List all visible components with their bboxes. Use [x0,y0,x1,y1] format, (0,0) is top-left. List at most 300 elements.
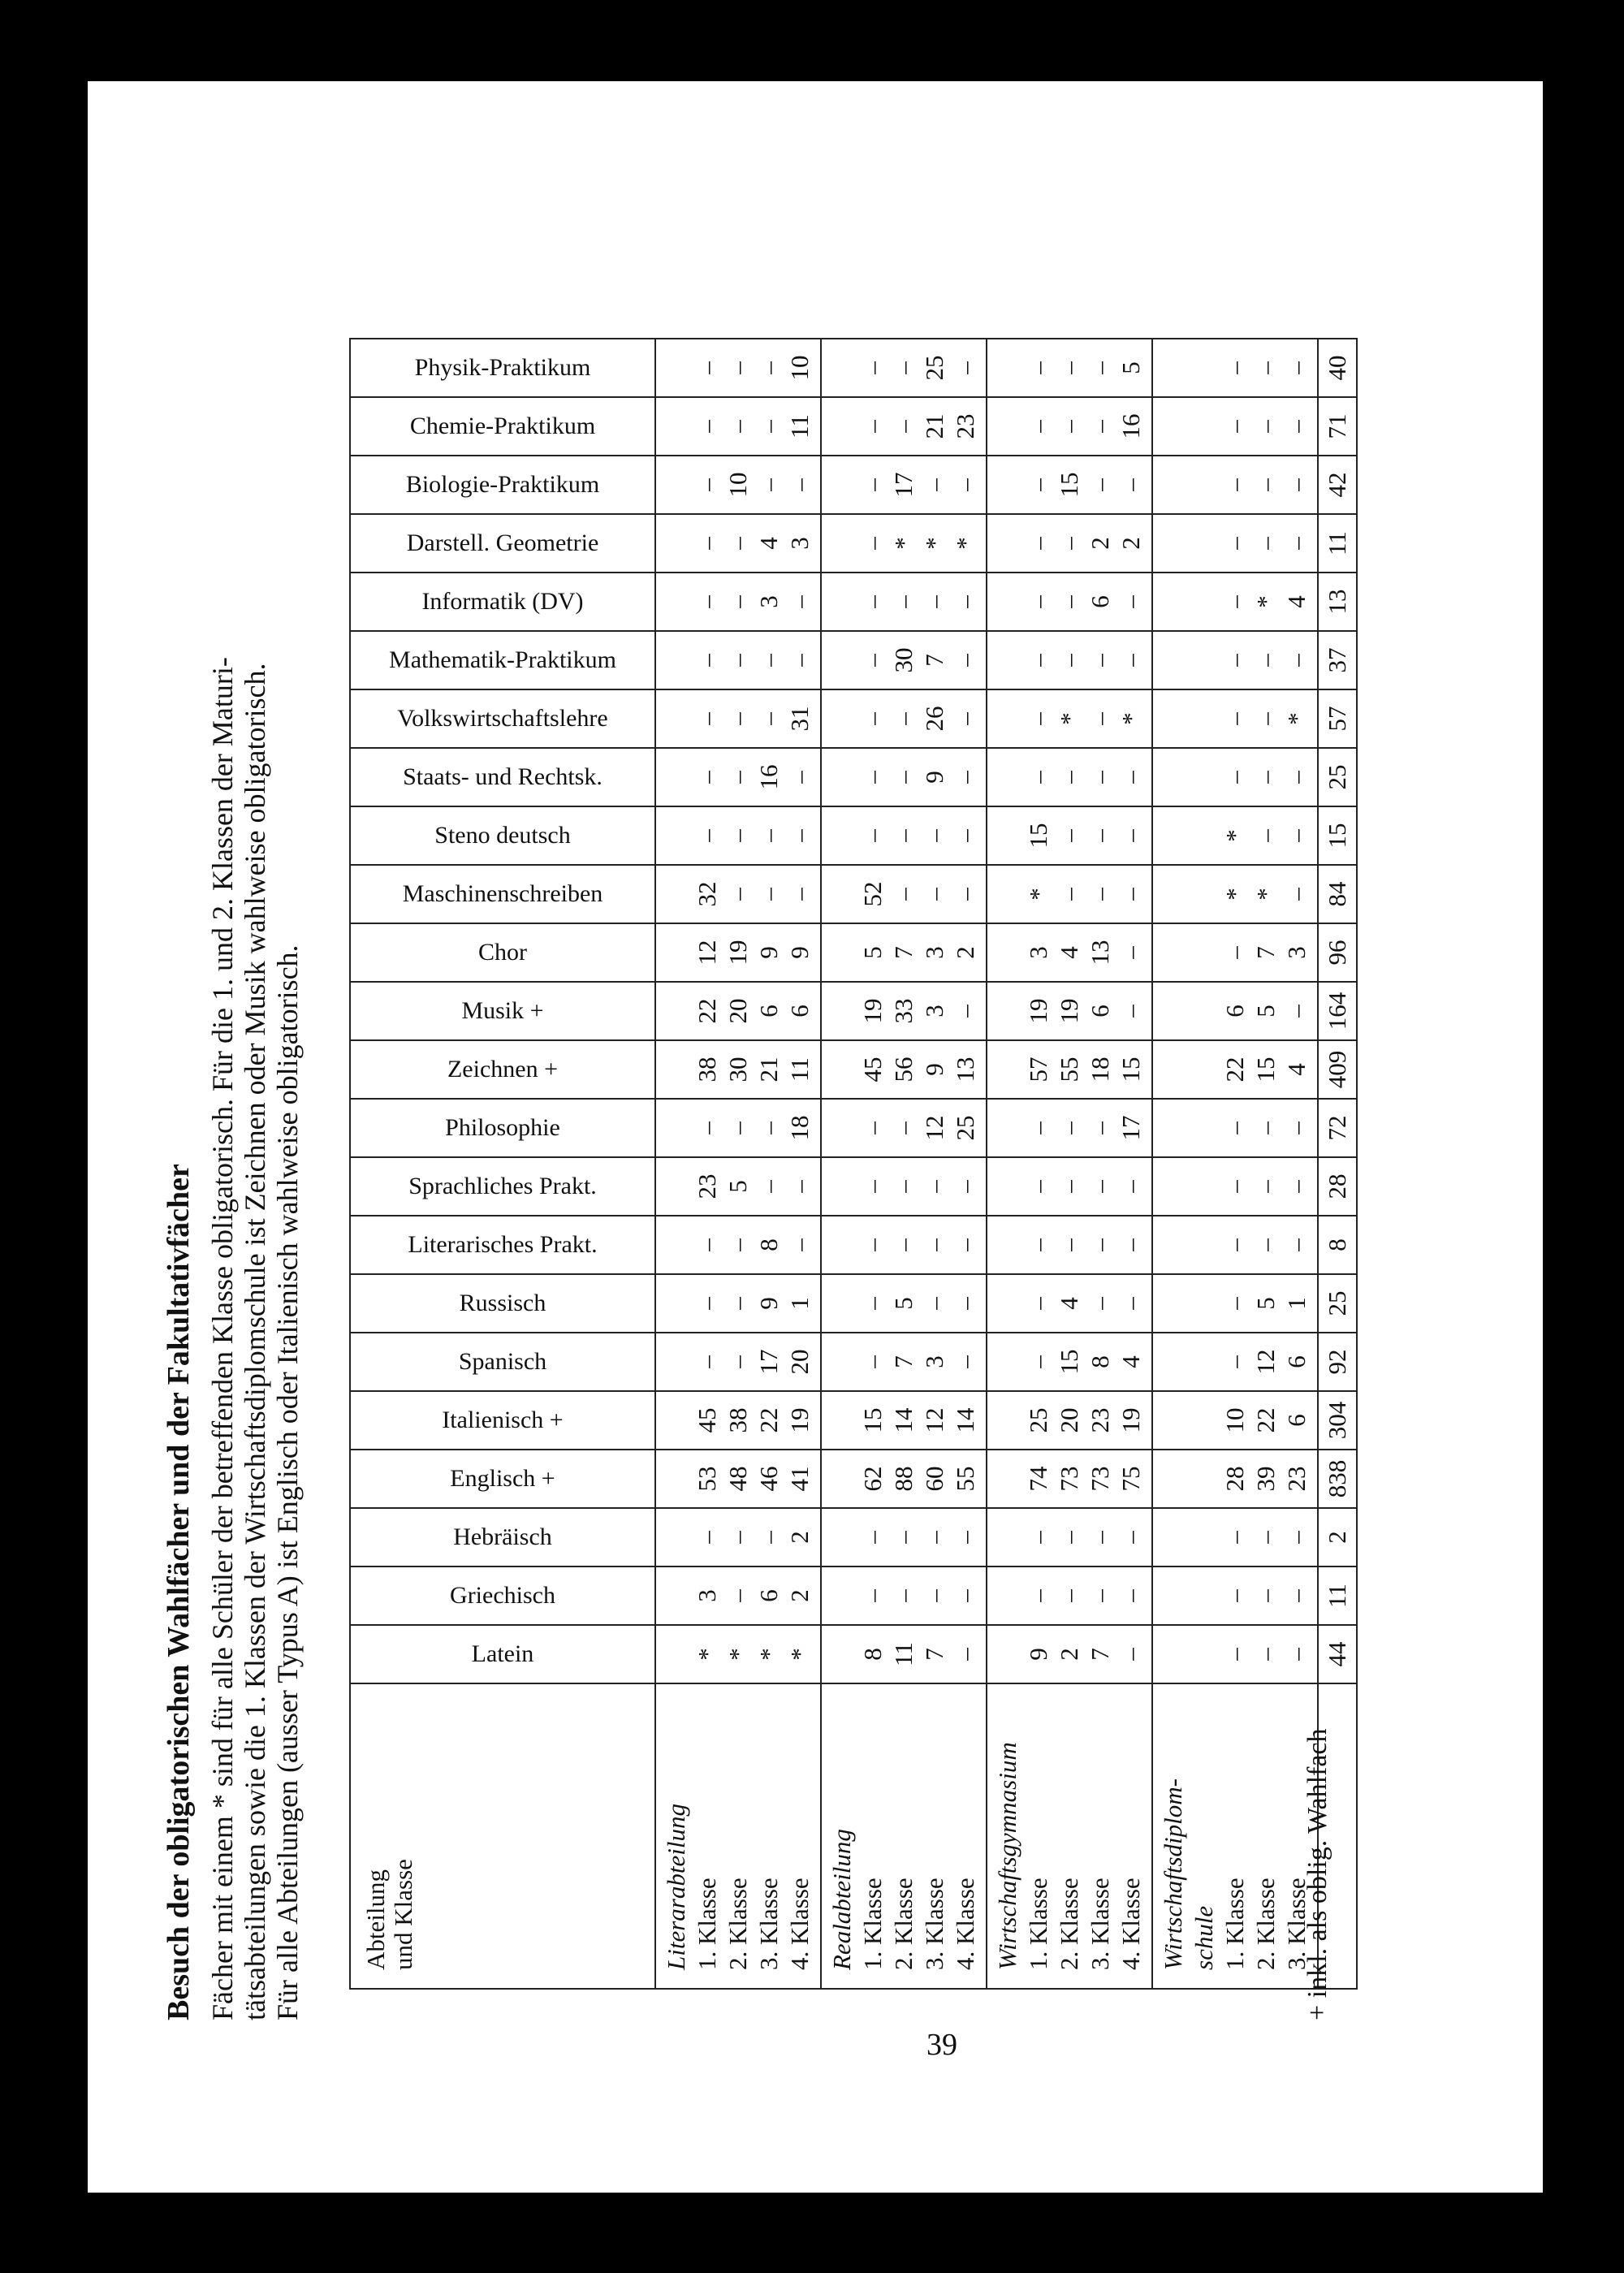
value: 8 [1086,1355,1114,1368]
spacer [1189,1509,1220,1566]
value-cell [821,1274,987,1333]
value: 2 [785,1589,814,1602]
spacer [1189,573,1220,630]
value: – [723,1238,752,1251]
spacer [1158,1100,1189,1156]
spacer [992,1392,1023,1449]
value-cell [655,982,821,1040]
value: – [1220,420,1249,433]
subject-header [350,806,655,865]
value: – [889,361,918,374]
value: 7 [1251,946,1280,959]
total-cell: 8 [1318,1216,1357,1274]
value: 17 [889,472,918,498]
value: – [951,829,979,842]
spacer [1189,1100,1220,1156]
value-cell [1152,923,1318,982]
value-cell [821,748,987,806]
value: 13 [951,1057,979,1082]
spacer [992,924,1023,981]
spacer [661,1567,692,1624]
value: 11 [889,1642,918,1666]
value: 73 [1086,1466,1114,1492]
spacer [1189,398,1220,455]
spacer [827,807,857,864]
total-cell: 13 [1318,573,1357,631]
value-cell [655,397,821,456]
subject-header-label: Russisch [459,1290,546,1316]
value: 26 [920,706,948,732]
group-name: Wirtschaftsgymnasium [993,1742,1021,1970]
value: – [754,1180,783,1193]
value: – [1220,1121,1249,1134]
class-label: 4. Klasse [785,1878,814,1970]
value: 9 [1024,1648,1052,1661]
intro-paragraph [206,193,304,2020]
subject-header-label: Englisch + [450,1465,555,1492]
value: 32 [693,881,721,907]
value: 7 [920,654,948,667]
group-label-cell [1152,1683,1318,1989]
value: – [1251,1589,1280,1602]
value: 22 [1251,1407,1280,1433]
spacer [827,749,857,806]
total-cell: 92 [1318,1333,1357,1391]
spacer [1189,1041,1220,1098]
spacer [827,1392,857,1449]
subject-header [350,1566,655,1625]
table-row [987,339,1152,1989]
spacer [661,1392,692,1449]
value: 5 [1116,361,1145,374]
value: – [723,1589,752,1602]
subject-header-label: Musik + [461,997,544,1024]
value: – [1086,1238,1114,1251]
value: – [1086,420,1114,433]
value: – [1251,420,1280,433]
value-cell [987,631,1152,689]
value: – [951,771,979,784]
value: 3 [920,1005,948,1018]
spacer [992,573,1023,630]
value: 21 [920,413,948,439]
value: – [920,1238,948,1251]
value-cell [1152,514,1318,573]
value: 10 [1220,1407,1249,1433]
value: – [1282,771,1311,784]
value-cell [821,339,987,397]
value: – [1251,361,1280,374]
value: – [1086,361,1114,374]
value-cell [821,1450,987,1508]
value: – [889,771,918,784]
value: – [1024,361,1052,374]
value: 9 [754,946,783,959]
value: – [951,1180,979,1193]
value: 14 [951,1407,979,1433]
subject-header [350,865,655,923]
value: – [1055,1121,1083,1134]
value: – [1086,771,1114,784]
value: * [1251,595,1280,608]
value: 23 [1282,1466,1311,1492]
value-cell [987,865,1152,923]
value: – [693,420,721,433]
total-cell: 838 [1318,1450,1357,1508]
value: 19 [858,998,887,1024]
value: * [1024,888,1052,901]
value-cell [1152,1391,1318,1450]
value: – [858,1180,887,1193]
total-cell: 11 [1318,514,1357,573]
spacer [827,1450,857,1507]
total-cell: 57 [1318,689,1357,748]
value: 6 [1220,1005,1249,1018]
value: – [1116,771,1145,784]
value: – [951,1297,979,1310]
value: – [1024,595,1052,608]
value: 8 [858,1648,887,1661]
spacer [1189,456,1220,513]
spacer [1158,1626,1189,1683]
table-row [1152,339,1318,1989]
spacer [661,690,692,747]
value-cell [1152,1333,1318,1391]
value: – [1282,420,1311,433]
subject-header-label: Mathematik-Praktikum [389,646,616,673]
value: – [1024,1297,1052,1310]
value-cell [987,806,1152,865]
value-cell [987,1391,1152,1450]
spacer [1189,1567,1220,1624]
value-cell [1152,1625,1318,1683]
value: 16 [754,764,783,790]
value: 3 [920,946,948,959]
spacer [1189,1626,1220,1683]
subject-header-label: Maschinenschreiben [402,880,603,907]
value-cell [655,339,821,397]
value-cell [1152,689,1318,748]
value: 2 [1116,537,1145,550]
spacer [1158,924,1189,981]
spacer [992,1041,1023,1098]
spacer [992,1275,1023,1332]
value: – [951,595,979,608]
subject-header [350,514,655,573]
value: * [1116,712,1145,725]
value-cell [821,806,987,865]
class-label: 3. Klasse [1282,1878,1311,1970]
value: 6 [1086,1005,1114,1018]
value: 8 [754,1238,783,1251]
value: 15 [1055,472,1083,498]
value: – [920,829,948,842]
value: 6 [1282,1355,1311,1368]
value: * [920,537,948,550]
value: 12 [1251,1349,1280,1375]
value-cell [821,865,987,923]
subject-header-label: Steno deutsch [434,822,571,849]
value: – [693,595,721,608]
spacer [1158,339,1189,396]
value-cell [987,748,1152,806]
value: 4 [1282,1063,1311,1076]
value: – [723,888,752,901]
spacer [1189,749,1220,806]
group-name: Wirtschaftsdiplom- [1159,1778,1187,1970]
value-cell [655,689,821,748]
spacer [1158,398,1189,455]
value: – [1116,1005,1145,1018]
value: 45 [693,1407,721,1433]
class-label: 1. Klasse [1220,1878,1249,1970]
value: 9 [754,1297,783,1310]
value: – [693,771,721,784]
value: – [1024,712,1052,725]
class-label: 3. Klasse [1086,1878,1114,1970]
value: 23 [693,1173,721,1199]
value: 6 [1282,1414,1311,1427]
value: 6 [754,1005,783,1018]
value-cell [821,1099,987,1157]
value: 15 [858,1407,887,1433]
spacer [1189,866,1220,923]
table-body [655,339,1357,1989]
value: – [1086,829,1114,842]
value-cell [987,573,1152,631]
elective-subjects-table [349,338,1358,1990]
spacer [661,866,692,923]
value: 12 [920,1407,948,1433]
value: * [889,537,918,550]
value: – [1116,1238,1145,1251]
subject-header-label: Chemie-Praktikum [409,413,596,439]
class-label: 1. Klasse [693,1878,721,1970]
spacer [661,573,692,630]
value: – [785,771,814,784]
spacer [661,1100,692,1156]
spacer [661,1509,692,1566]
value: – [951,361,979,374]
value: – [951,712,979,725]
value: 41 [785,1466,814,1492]
value-cell [1152,1450,1318,1508]
value: 7 [920,1648,948,1661]
corner-header-line: Abteilung [361,1869,390,1970]
spacer [827,690,857,747]
value: – [785,1238,814,1251]
subject-header [350,397,655,456]
spacer [827,1275,857,1332]
document-page [88,81,1543,2193]
value: – [858,420,887,433]
spacer [992,456,1023,513]
value: – [1055,1589,1083,1602]
subject-header-label: Volkswirtschaftslehre [397,705,608,732]
value: – [785,478,814,491]
value: * [951,537,979,550]
value: 22 [693,998,721,1024]
total-cell: 72 [1318,1099,1357,1157]
value: – [1220,478,1249,491]
value-cell [821,456,987,514]
value: – [754,888,783,901]
value: – [754,1531,783,1544]
value: – [1116,1531,1145,1544]
subject-header-label: Chor [478,939,527,966]
value: 12 [920,1115,948,1141]
value: 88 [889,1466,918,1492]
total-cell: 15 [1318,806,1357,865]
subject-header-label: Physik-Praktikum [414,354,591,381]
value-cell [987,982,1152,1040]
spacer [1158,1392,1189,1449]
value: – [1055,420,1083,433]
value-cell [821,1333,987,1391]
value-cell [1152,1157,1318,1216]
value: 19 [785,1407,814,1433]
subject-header [350,748,655,806]
spacer [1158,632,1189,689]
total-cell: 25 [1318,1274,1357,1333]
value-cell [1152,339,1318,397]
value: – [1055,1531,1083,1544]
value: – [693,1121,721,1134]
value: 23 [951,413,979,439]
value: 22 [754,1407,783,1433]
value: 12 [693,940,721,966]
subject-header [350,1391,655,1450]
class-label: 3. Klasse [920,1878,948,1970]
spacer [1158,1509,1189,1566]
value: 18 [785,1115,814,1141]
value: – [858,1531,887,1544]
value: – [1282,1648,1311,1661]
value: – [1116,478,1145,491]
spacer [827,398,857,455]
value: – [723,771,752,784]
value: – [754,361,783,374]
value: – [951,1355,979,1368]
page-number: 39 [926,2028,957,2062]
spacer [827,573,857,630]
value-cell [987,1216,1152,1274]
value-cell [987,1625,1152,1683]
subject-header-label: Darstell. Geometrie [406,529,599,556]
value: – [1086,712,1114,725]
value-cell [655,865,821,923]
value-cell [987,923,1152,982]
value: – [920,595,948,608]
spacer [661,398,692,455]
subject-header [350,456,655,514]
value: – [1251,1238,1280,1251]
spacer [661,807,692,864]
value: – [1024,1121,1052,1134]
value-cell [1152,573,1318,631]
value: 2 [785,1531,814,1544]
value: – [858,478,887,491]
value: 4 [1116,1355,1145,1368]
subject-header-label: Philosophie [445,1114,560,1141]
spacer [1189,1158,1220,1215]
subject-header-label: Literarisches Prakt. [408,1231,598,1258]
value: 62 [858,1466,887,1492]
value-cell [821,631,987,689]
value-cell [1152,1099,1318,1157]
value-cell [987,1566,1152,1625]
value-cell [655,1508,821,1566]
value-cell [1152,1216,1318,1274]
value-cell [821,1566,987,1625]
spacer [1189,1450,1220,1507]
value-cell [655,1157,821,1216]
value: 15 [1024,823,1052,849]
value: – [1086,1121,1114,1134]
value: 48 [723,1466,752,1492]
spacer [992,1158,1023,1215]
value: * [754,1648,783,1661]
spacer [992,1216,1023,1273]
value: – [1251,829,1280,842]
value: – [1086,1531,1114,1544]
subject-header [350,982,655,1040]
value: – [1220,1355,1249,1368]
value: – [754,420,783,433]
value: – [1116,946,1145,959]
value-cell [1152,1566,1318,1625]
value: 16 [1116,413,1145,439]
value: – [1055,537,1083,550]
subject-header [350,1625,655,1683]
value: 17 [754,1349,783,1375]
value: – [1220,1531,1249,1544]
subject-header [350,1274,655,1333]
value: – [693,1297,721,1310]
value: – [858,1238,887,1251]
spacer [1189,924,1220,981]
value: – [723,1121,752,1134]
value: – [1086,1180,1114,1193]
subject-header [350,1040,655,1099]
value: – [1282,888,1311,901]
value-cell [655,1625,821,1683]
value: 53 [693,1466,721,1492]
value: 5 [1251,1297,1280,1310]
value-cell [655,1099,821,1157]
value: – [754,829,783,842]
rotated-content [161,161,1460,2029]
table-row [655,339,821,1989]
value: * [1055,712,1083,725]
footnote: + inkl. als oblig. Wahlfach [1302,1728,1332,2020]
value: – [1086,1297,1114,1310]
value: 33 [889,998,918,1024]
subject-header-label: Spanisch [458,1348,547,1375]
spacer [827,339,857,396]
spacer [1158,807,1189,864]
value: 5 [723,1180,752,1193]
value: – [1251,537,1280,550]
total-cell: 37 [1318,631,1357,689]
value: – [951,1648,979,1661]
value-cell [655,1274,821,1333]
value-cell [987,1450,1152,1508]
value: 30 [889,647,918,673]
spacer [661,456,692,513]
value: – [723,1531,752,1544]
value: – [693,361,721,374]
